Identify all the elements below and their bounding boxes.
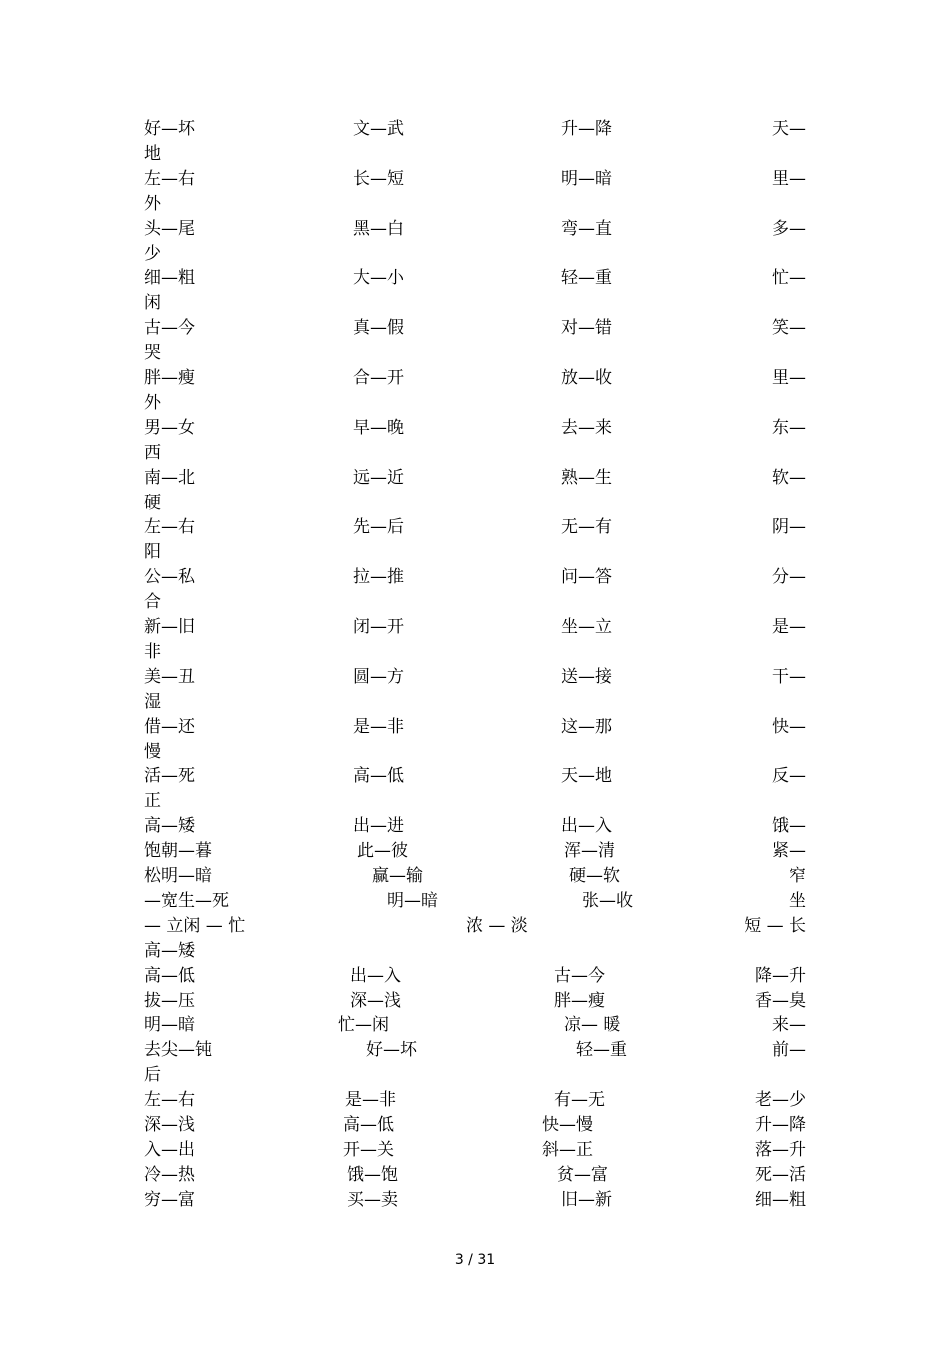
antonym-pair: 问—答 <box>561 567 612 587</box>
antonym-pair: 文—武 <box>353 119 404 139</box>
antonym-pair: 东— <box>772 418 806 438</box>
text-line <box>144 690 806 715</box>
antonym-pair: 头—尾 <box>144 219 195 239</box>
antonym-pair: 浓 — 淡 <box>466 916 528 936</box>
text-line <box>144 1113 806 1138</box>
antonym-pair: 天— <box>772 119 806 139</box>
antonym-pair: 落—升 <box>755 1140 806 1160</box>
antonym-pair: 美—丑 <box>144 667 195 687</box>
antonym-pair: 快—慢 <box>542 1115 593 1135</box>
antonym-pair: 买—卖 <box>347 1190 398 1210</box>
antonym-pair: 送—接 <box>561 667 612 687</box>
antonym-pair: 西 <box>144 443 161 463</box>
text-line <box>144 416 806 441</box>
text-line <box>144 142 806 167</box>
antonym-pair: 坐 <box>789 891 806 911</box>
text-line <box>144 615 806 640</box>
antonym-pair: 旧—新 <box>561 1190 612 1210</box>
antonym-pair: 非 <box>144 642 161 662</box>
antonym-pair: 闲 <box>144 293 161 313</box>
antonym-pair: 左—右 <box>144 169 195 189</box>
antonym-pair: 借—还 <box>144 717 195 737</box>
antonym-pair: — 立闲 — 忙 <box>144 916 246 936</box>
antonym-pair: 多— <box>772 219 806 239</box>
antonym-pair: 活—死 <box>144 766 195 786</box>
antonym-pair: 浑—清 <box>564 841 615 861</box>
antonym-pair: 去—来 <box>561 418 612 438</box>
antonym-pair: 出—进 <box>353 816 404 836</box>
antonym-pair: 大—小 <box>353 268 404 288</box>
antonym-pair: 明—暗 <box>561 169 612 189</box>
antonym-pair: 地 <box>144 144 161 164</box>
antonym-pair: 圆—方 <box>353 667 404 687</box>
antonym-pair: 先—后 <box>353 517 404 537</box>
antonym-pair: 香—臭 <box>755 991 806 1011</box>
antonym-pair: 来— <box>772 1015 806 1035</box>
antonym-pair: 男—女 <box>144 418 195 438</box>
text-line <box>144 1063 806 1088</box>
antonym-pair: 南—北 <box>144 468 195 488</box>
text-line <box>144 640 806 665</box>
antonym-pair: 新—旧 <box>144 617 195 637</box>
antonym-pair: 深—浅 <box>144 1115 195 1135</box>
antonym-pair: 拔—压 <box>144 991 195 1011</box>
antonym-pair: 紧— <box>772 841 806 861</box>
antonym-pair: 哭 <box>144 343 161 363</box>
text-line <box>144 764 806 789</box>
text-line <box>144 291 806 316</box>
antonym-pair: 松明—暗 <box>144 866 212 886</box>
antonym-pair: 明—暗 <box>387 891 438 911</box>
antonym-pair: 外 <box>144 393 161 413</box>
text-line <box>144 939 806 964</box>
antonym-pair: 张—收 <box>582 891 633 911</box>
antonym-pair: 古—今 <box>144 318 195 338</box>
antonym-pair: 饿— <box>772 816 806 836</box>
text-line <box>144 914 806 939</box>
antonym-pair: 前— <box>772 1040 806 1060</box>
antonym-pair: 少 <box>144 244 161 264</box>
antonym-pair: 合 <box>144 592 161 612</box>
text-line <box>144 964 806 989</box>
antonym-pair: 是—非 <box>345 1090 396 1110</box>
text-line <box>144 266 806 291</box>
antonym-pair: —宽生—死 <box>144 891 229 911</box>
antonym-pair: 里— <box>772 169 806 189</box>
text-line <box>144 839 806 864</box>
text-line <box>144 864 806 889</box>
antonym-pair: 对—错 <box>561 318 612 338</box>
text-line <box>144 1088 806 1113</box>
antonym-pair: 明—暗 <box>144 1015 195 1035</box>
text-line <box>144 590 806 615</box>
antonym-pair: 忙— <box>772 268 806 288</box>
antonym-pair: 赢—输 <box>372 866 423 886</box>
antonym-pair: 天—地 <box>561 766 612 786</box>
antonym-pair: 出—入 <box>350 966 401 986</box>
antonym-pair: 合—开 <box>353 368 404 388</box>
antonym-pair: 弯—直 <box>561 219 612 239</box>
text-line <box>144 491 806 516</box>
antonym-pair: 凉— 暖 <box>564 1015 621 1035</box>
antonym-pair: 拉—推 <box>353 567 404 587</box>
antonym-pair: 高—低 <box>353 766 404 786</box>
antonym-pair: 远—近 <box>353 468 404 488</box>
antonym-pair: 胖—瘦 <box>144 368 195 388</box>
text-line <box>144 1188 806 1213</box>
antonym-pair: 细—粗 <box>144 268 195 288</box>
antonym-pair: 早—晚 <box>353 418 404 438</box>
antonym-pair: 窄 <box>789 866 806 886</box>
antonym-pair: 放—收 <box>561 368 612 388</box>
text-line <box>144 665 806 690</box>
text-line <box>144 814 806 839</box>
antonym-pair: 饱朝—暮 <box>144 841 212 861</box>
antonym-pair: 左—右 <box>144 517 195 537</box>
text-line <box>144 715 806 740</box>
antonym-pair: 高—矮 <box>144 816 195 836</box>
antonym-pair: 轻—重 <box>576 1040 627 1060</box>
text-line <box>144 441 806 466</box>
antonym-pair: 硬—软 <box>569 866 620 886</box>
text-line <box>144 540 806 565</box>
antonym-pair: 软— <box>772 468 806 488</box>
text-line <box>144 316 806 341</box>
antonym-pair: 反— <box>772 766 806 786</box>
text-line <box>144 989 806 1014</box>
text-line <box>144 117 806 142</box>
antonym-pair: 去尖—钝 <box>144 1040 212 1060</box>
antonym-pair: 胖—瘦 <box>554 991 605 1011</box>
text-line <box>144 466 806 491</box>
antonym-pair: 贫—富 <box>557 1165 608 1185</box>
antonym-pair: 升—降 <box>755 1115 806 1135</box>
text-line <box>144 565 806 590</box>
antonym-pair: 分— <box>772 567 806 587</box>
antonym-pair: 深—浅 <box>350 991 401 1011</box>
text-line <box>144 167 806 192</box>
antonym-pair: 有—无 <box>554 1090 605 1110</box>
text-line <box>144 366 806 391</box>
antonym-pair: 干— <box>772 667 806 687</box>
antonym-pair: 黑—白 <box>353 219 404 239</box>
text-line <box>144 1013 806 1038</box>
antonym-pair: 无—有 <box>561 517 612 537</box>
antonym-pair: 真—假 <box>353 318 404 338</box>
antonym-pair: 出—入 <box>561 816 612 836</box>
antonym-pair: 快— <box>772 717 806 737</box>
antonym-pair: 短 — 长 <box>744 916 806 936</box>
text-line <box>144 217 806 242</box>
antonym-pair: 长—短 <box>353 169 404 189</box>
text-line <box>144 391 806 416</box>
antonym-pair: 死—活 <box>755 1165 806 1185</box>
antonym-pair: 降—升 <box>755 966 806 986</box>
antonym-pair: 老—少 <box>755 1090 806 1110</box>
antonym-pair: 公—私 <box>144 567 195 587</box>
antonym-pair: 熟—生 <box>561 468 612 488</box>
antonym-pair: 里— <box>772 368 806 388</box>
antonym-pair: 好—坏 <box>366 1040 417 1060</box>
antonym-pair: 此—彼 <box>357 841 408 861</box>
antonym-pair: 斜—正 <box>542 1140 593 1160</box>
antonym-pair: 高—低 <box>144 966 195 986</box>
text-line <box>144 192 806 217</box>
antonym-pair: 冷—热 <box>144 1165 195 1185</box>
text-line <box>144 740 806 765</box>
text-line <box>144 341 806 366</box>
antonym-pair: 湿 <box>144 692 161 712</box>
antonym-pair: 轻—重 <box>561 268 612 288</box>
text-line <box>144 789 806 814</box>
antonym-pair: 高—矮 <box>144 941 195 961</box>
antonym-pair: 硬 <box>144 493 161 513</box>
text-line <box>144 1038 806 1063</box>
text-line <box>144 1163 806 1188</box>
text-line <box>144 515 806 540</box>
antonym-pair: 正 <box>144 791 161 811</box>
antonym-pair: 细—粗 <box>755 1190 806 1210</box>
antonym-pair: 阳 <box>144 542 161 562</box>
antonym-pair: 是— <box>772 617 806 637</box>
antonym-pair: 后 <box>144 1065 161 1085</box>
antonym-pair: 升—降 <box>561 119 612 139</box>
antonym-pair: 是—非 <box>353 717 404 737</box>
antonym-pair: 阴— <box>772 517 806 537</box>
antonym-pair: 慢 <box>144 742 161 762</box>
antonym-pair: 开—关 <box>343 1140 394 1160</box>
text-line <box>144 889 806 914</box>
antonym-pair: 这—那 <box>561 717 612 737</box>
page-number: 3 / 31 <box>454 1252 496 1268</box>
antonym-pair: 高—低 <box>343 1115 394 1135</box>
antonym-pair: 笑— <box>772 318 806 338</box>
text-line <box>144 1138 806 1163</box>
antonym-pair: 饿—饱 <box>347 1165 398 1185</box>
antonym-pair: 忙—闲 <box>338 1015 389 1035</box>
antonym-pair: 左—右 <box>144 1090 195 1110</box>
antonym-pair: 古—今 <box>554 966 605 986</box>
text-line <box>144 242 806 267</box>
antonym-pair: 外 <box>144 194 161 214</box>
antonym-pair: 闭—开 <box>353 617 404 637</box>
antonym-pair: 坐—立 <box>561 617 612 637</box>
antonym-pair: 入—出 <box>144 1140 195 1160</box>
antonym-pair: 穷—富 <box>144 1190 195 1210</box>
antonym-pair: 好—坏 <box>144 119 195 139</box>
